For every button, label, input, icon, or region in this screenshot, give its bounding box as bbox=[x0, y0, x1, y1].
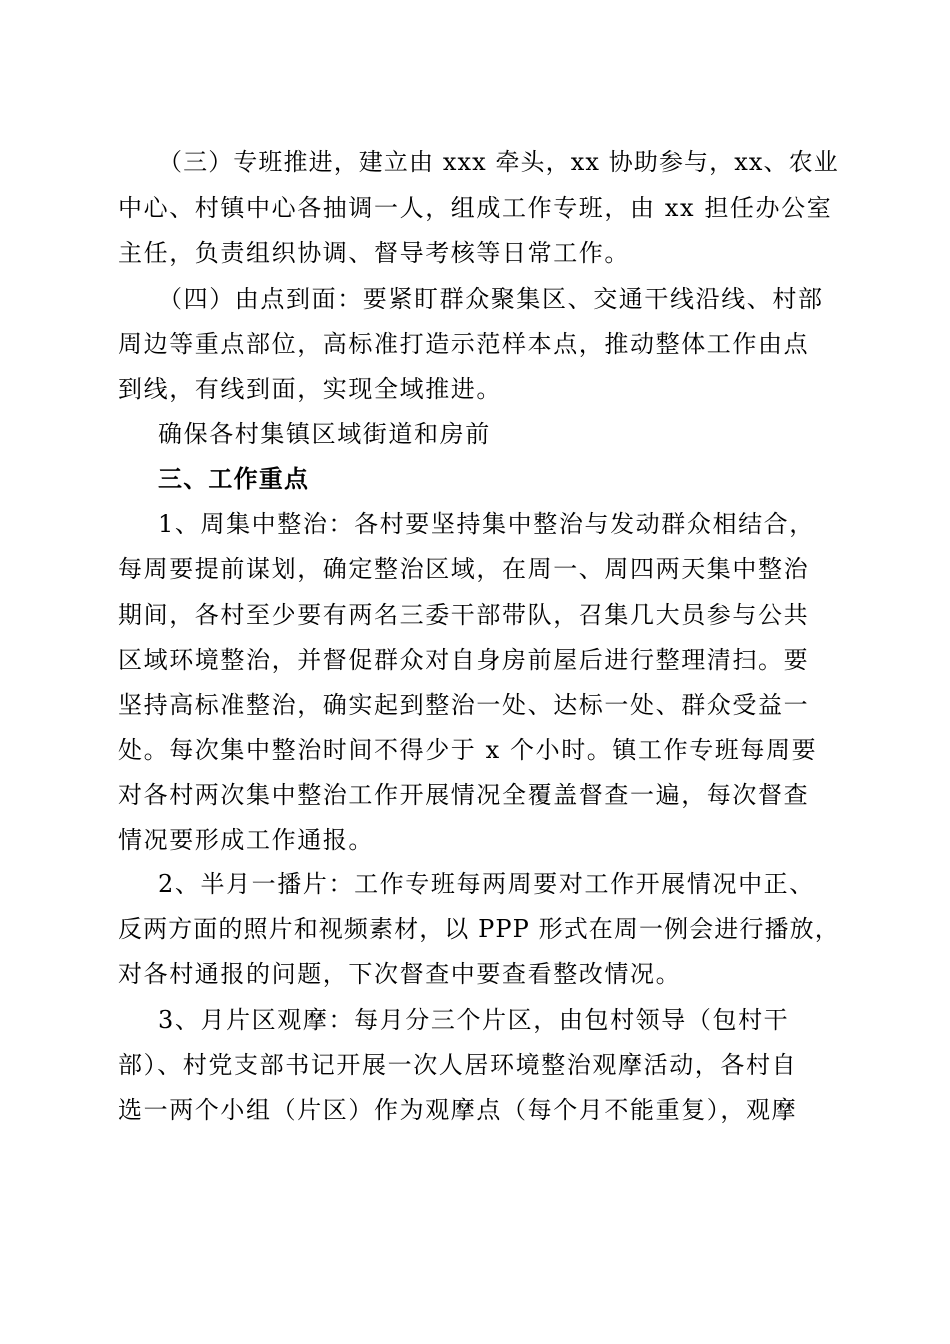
item-3-line-3: 选一两个小组（片区）作为观摩点（每个月不能重复），观摩 bbox=[118, 1096, 798, 1124]
para-four-line-3: 到线，有线到面，实现全域推进。 bbox=[118, 375, 502, 403]
item-1-line-8: 情况要形成工作通报。 bbox=[118, 826, 374, 854]
para-three-line-1: （三）专班推进，建立由 xxx 牵头，xx 协助参与，xx、农业 bbox=[158, 148, 839, 176]
item-2-line-1: 2、半月一播片：工作专班每两周要对工作开展情况中正、 bbox=[158, 870, 815, 898]
item-3-line-1: 3、月片区观摩：每月分三个片区，由包村领导（包村干 bbox=[158, 1006, 790, 1034]
item-1-line-3: 期间，各村至少要有两名三委干部带队，召集几大员参与公共 bbox=[118, 601, 810, 629]
fragment-line: 确保各村集镇区域街道和房前 bbox=[158, 420, 491, 448]
section-heading: 三、工作重点 bbox=[158, 465, 310, 493]
item-2-line-3: 对各村通报的问题，下次督查中要查看整改情况。 bbox=[118, 960, 682, 988]
para-four-line-1: （四）由点到面：要紧盯群众聚集区、交通干线沿线、村部 bbox=[158, 285, 824, 313]
item-1-line-5: 坚持高标准整治，确实起到整治一处、达标一处、群众受益一 bbox=[118, 691, 810, 719]
item-1-line-1: 1、周集中整治：各村要坚持集中整治与发动群众相结合， bbox=[158, 510, 815, 538]
para-four-line-2: 周边等重点部位，高标准打造示范样本点，推动整体工作由点 bbox=[118, 330, 810, 358]
item-3-line-2: 部）、村党支部书记开展一次人居环境整治观摩活动，各村自 bbox=[118, 1051, 798, 1079]
item-1-line-2: 每周要提前谋划，确定整治区域，在周一、周四两天集中整治 bbox=[118, 555, 810, 583]
para-three-line-3: 主任，负责组织协调、督导考核等日常工作。 bbox=[118, 239, 630, 267]
para-three-line-2: 中心、村镇中心各抽调一人，组成工作专班，由 xx 担任办公室 bbox=[118, 194, 833, 222]
item-1-line-4: 区域环境整治，并督促群众对自身房前屋后进行整理清扫。要 bbox=[118, 646, 810, 674]
item-1-line-7: 对各村两次集中整治工作开展情况全覆盖督查一遍，每次督查 bbox=[118, 781, 810, 809]
item-1-line-6: 处。每次集中整治时间不得少于 x 个小时。镇工作专班每周要 bbox=[118, 736, 818, 764]
item-2-line-2: 反两方面的照片和视频素材，以 PPP 形式在周一例会进行播放， bbox=[118, 915, 840, 943]
